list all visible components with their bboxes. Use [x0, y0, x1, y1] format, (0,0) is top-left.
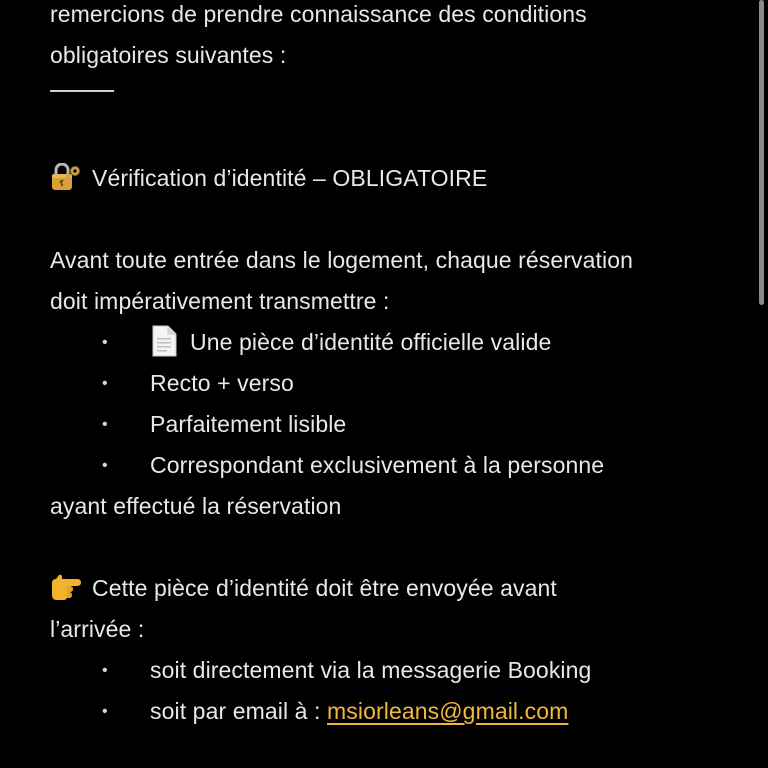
message-body	[50, 0, 740, 732]
section-title-text: Vérification d’identité – OBLIGATOIRE	[92, 165, 488, 191]
page-facing-up-icon	[150, 325, 178, 357]
email-link[interactable]: msiorleans@gmail.com	[327, 698, 569, 724]
list-item-text: Correspondant exclusivement à la personne	[150, 452, 605, 478]
instruction-text: Cette pièce d’identité doit être envoyée avant	[92, 575, 557, 601]
bullet-marker: •	[102, 703, 108, 720]
paragraph-line: doit impérativement transmettre :	[50, 288, 390, 314]
list-item-text: soit directement via la messagerie Booking	[150, 657, 592, 683]
list-item	[50, 404, 740, 445]
locked-with-key-icon	[50, 163, 82, 191]
bullet-marker: •	[102, 457, 108, 474]
bullet-marker: •	[102, 416, 108, 433]
paragraph-line: Avant toute entrée dans le logement, chaque réservation	[50, 247, 634, 273]
bullet-marker: •	[102, 662, 108, 679]
bullet-marker: •	[102, 375, 108, 392]
list-item-text: Parfaitement lisible	[150, 411, 347, 437]
list-continuation: ayant effectué la réservation	[50, 493, 342, 519]
bullet-marker: •	[102, 334, 108, 351]
list-item-text: Recto + verso	[150, 370, 294, 396]
list-item	[50, 650, 740, 691]
list-item	[50, 691, 740, 732]
list-item	[50, 363, 740, 404]
intro-line: obligatoires suivantes :	[50, 42, 287, 68]
backhand-index-pointing-right-icon	[50, 573, 82, 601]
list-item	[50, 445, 740, 486]
list-item-text: soit par email à :	[150, 698, 328, 724]
separator-line	[50, 90, 114, 92]
intro-line: remercions de prendre connaissance des conditions	[50, 1, 587, 27]
list-item	[50, 322, 740, 363]
section-title-identity	[50, 158, 740, 199]
list-item-text: Une pièce d’identité officielle valide	[190, 329, 552, 355]
instruction-line	[50, 568, 740, 609]
scrollbar-thumb[interactable]	[759, 0, 764, 305]
instruction-line: l’arrivée :	[50, 616, 145, 642]
